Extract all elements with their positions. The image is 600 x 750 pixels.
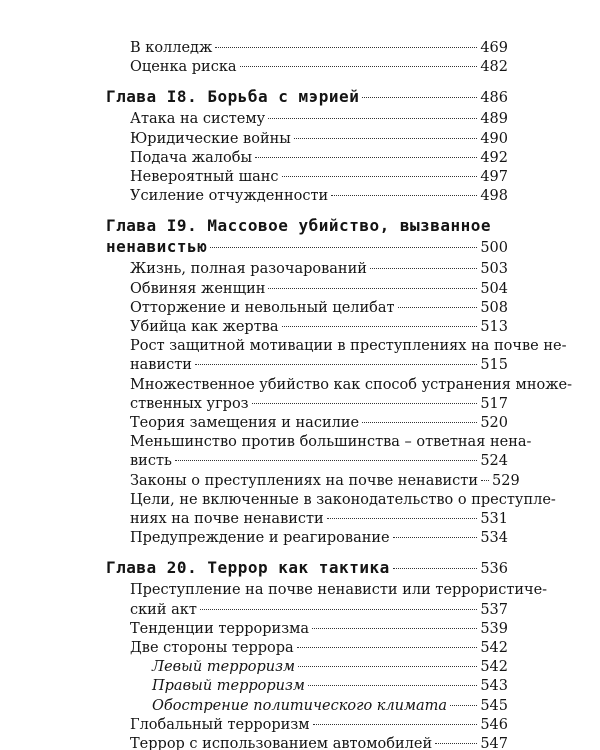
toc-title: Преступление на почве ненависти или террористиче- — [130, 582, 548, 599]
toc-title: Левый терроризм — [152, 659, 296, 676]
toc-title: ственных угроз — [130, 395, 249, 412]
toc-title: ский акт — [130, 601, 197, 618]
toc-title: Подача жалобы — [130, 149, 252, 166]
dot-leader — [240, 66, 478, 67]
toc-entry — [130, 279, 508, 299]
dot-leader — [297, 647, 478, 648]
toc-title: Меньшинство против большинства – ответная нена- — [130, 434, 532, 451]
toc-entry — [130, 336, 567, 356]
toc-title: Законы о преступлениях на почве ненависти — [130, 472, 478, 489]
dot-leader — [312, 628, 477, 629]
page-number: 486 — [480, 90, 508, 107]
page-number: 497 — [480, 169, 508, 185]
toc-title: Обострение политического климата — [152, 697, 448, 714]
toc-title: нависти — [130, 357, 192, 374]
page-number: 534 — [480, 530, 508, 547]
toc-title: ниях на почве ненависти — [130, 511, 324, 527]
toc-entry — [130, 471, 520, 491]
toc-entry — [130, 129, 508, 149]
toc-title: Глобальный терроризм — [130, 716, 310, 733]
dot-leader — [255, 157, 477, 158]
page-number: 542 — [480, 659, 508, 676]
dot-leader — [268, 288, 477, 289]
toc-title: Рост защитной мотивации в преступлениях на почве не- — [130, 338, 567, 355]
toc-title: Жизнь, полная разочарований — [130, 261, 367, 278]
toc-entry — [130, 528, 508, 548]
toc-title: Юридические войны — [130, 130, 291, 147]
page-number: 503 — [480, 261, 508, 278]
toc-title: Две стороны террора — [130, 640, 294, 656]
toc-title: Атака на систему — [130, 111, 266, 128]
dot-leader — [294, 138, 478, 139]
toc-entry — [130, 432, 532, 452]
page-number: 531 — [480, 511, 508, 527]
dot-leader — [393, 568, 478, 569]
toc-entry — [130, 451, 508, 471]
toc-entry — [130, 38, 508, 58]
page-number: 536 — [480, 561, 508, 578]
toc-title: Предупреждение и реагирование — [130, 530, 390, 547]
dot-leader — [210, 247, 477, 248]
dot-leader — [308, 685, 477, 686]
page-number: 547 — [480, 736, 508, 750]
toc-entry — [130, 148, 508, 168]
toc-title: Усиление отчужденности — [130, 188, 329, 205]
toc-title: Множественное убийство как способ устранения множе- — [130, 376, 573, 393]
dot-leader — [362, 422, 477, 423]
dot-leader — [370, 268, 477, 269]
toc-entry — [130, 259, 508, 279]
dot-leader — [252, 403, 478, 404]
toc-entry — [130, 715, 508, 735]
toc-entry — [130, 298, 508, 318]
toc-entry — [130, 57, 508, 77]
dot-leader — [313, 724, 478, 725]
toc-title: Цели, не включенные в законодательство о преступле- — [130, 491, 556, 508]
toc-title: Глава 20. Террор как тактика — [106, 558, 390, 578]
dot-leader — [215, 47, 477, 48]
toc-entry — [130, 375, 573, 395]
toc-title: висть — [130, 453, 172, 470]
dot-leader — [398, 307, 478, 308]
toc-subsection — [152, 696, 508, 716]
toc-entry — [130, 355, 508, 375]
page-number: 524 — [480, 453, 508, 470]
toc-entry — [130, 580, 548, 600]
page-number: 489 — [480, 111, 508, 128]
toc-entry — [130, 167, 508, 187]
toc-title: Убийца как жертва — [130, 319, 279, 335]
toc-entry — [130, 600, 508, 620]
toc-chapter — [106, 236, 508, 259]
page-number: 508 — [480, 299, 508, 316]
toc-subsection — [152, 676, 508, 696]
toc-entry — [130, 186, 508, 206]
dot-leader — [327, 518, 478, 519]
dot-leader — [435, 743, 477, 744]
toc-chapter — [106, 215, 508, 237]
toc-entry — [130, 734, 508, 750]
toc-chapter — [106, 557, 508, 580]
toc-title: Отторжение и невольный целибат — [130, 299, 395, 316]
toc-subsection — [152, 657, 508, 677]
toc-title: Оценка риска — [130, 59, 237, 76]
dot-leader — [282, 326, 478, 327]
page-number: 515 — [480, 357, 508, 374]
toc-entry — [130, 413, 508, 433]
dot-leader — [331, 195, 477, 196]
toc-title: В колледж — [130, 40, 213, 56]
page-number: 504 — [480, 280, 508, 297]
toc-title: Обвиняя женщин — [130, 280, 266, 297]
dot-leader — [298, 666, 477, 667]
toc-title: Глава I8. Борьба с мэрией — [106, 87, 360, 107]
dot-leader — [450, 705, 477, 706]
page-number: 537 — [480, 601, 508, 618]
toc-entry — [130, 317, 508, 337]
page-number: 492 — [480, 149, 508, 166]
toc-title: ненавистью — [106, 237, 208, 257]
page-number: 517 — [480, 395, 508, 412]
page-number: 543 — [480, 678, 508, 695]
dot-leader — [362, 97, 477, 98]
dot-leader — [393, 537, 478, 538]
dot-leader — [200, 609, 477, 610]
page-number: 490 — [480, 130, 508, 147]
toc-entry — [130, 394, 508, 414]
page-number: 546 — [480, 716, 508, 733]
page-number: 482 — [480, 59, 508, 76]
toc-title: Правый терроризм — [152, 678, 305, 695]
dot-leader — [175, 460, 477, 461]
dot-leader — [481, 480, 489, 481]
dot-leader — [195, 364, 477, 365]
toc-entry — [130, 109, 508, 129]
toc-chapter — [106, 86, 508, 109]
dot-leader — [268, 118, 477, 119]
toc-entry — [130, 619, 508, 639]
page-number: 498 — [480, 188, 508, 205]
toc-entry — [130, 509, 508, 529]
page-number: 545 — [480, 697, 508, 714]
toc-entry — [130, 638, 508, 658]
page-number: 513 — [480, 319, 508, 335]
toc-title: Глава I9. Массовое убийство, вызванное — [106, 216, 492, 236]
page-number: 529 — [492, 472, 520, 489]
page-number: 542 — [480, 640, 508, 656]
page-number: 520 — [480, 415, 508, 431]
page-number: 469 — [480, 40, 508, 56]
dot-leader — [282, 176, 478, 177]
page-number: 539 — [480, 620, 508, 637]
toc-title: Террор с использованием автомобилей — [130, 736, 433, 750]
page-number: 500 — [480, 240, 508, 257]
toc-title: Невероятный шанс — [130, 169, 279, 185]
toc-title: Тенденции терроризма — [130, 620, 310, 637]
toc-entry — [130, 490, 556, 510]
toc-title: Теория замещения и насилие — [130, 415, 360, 431]
